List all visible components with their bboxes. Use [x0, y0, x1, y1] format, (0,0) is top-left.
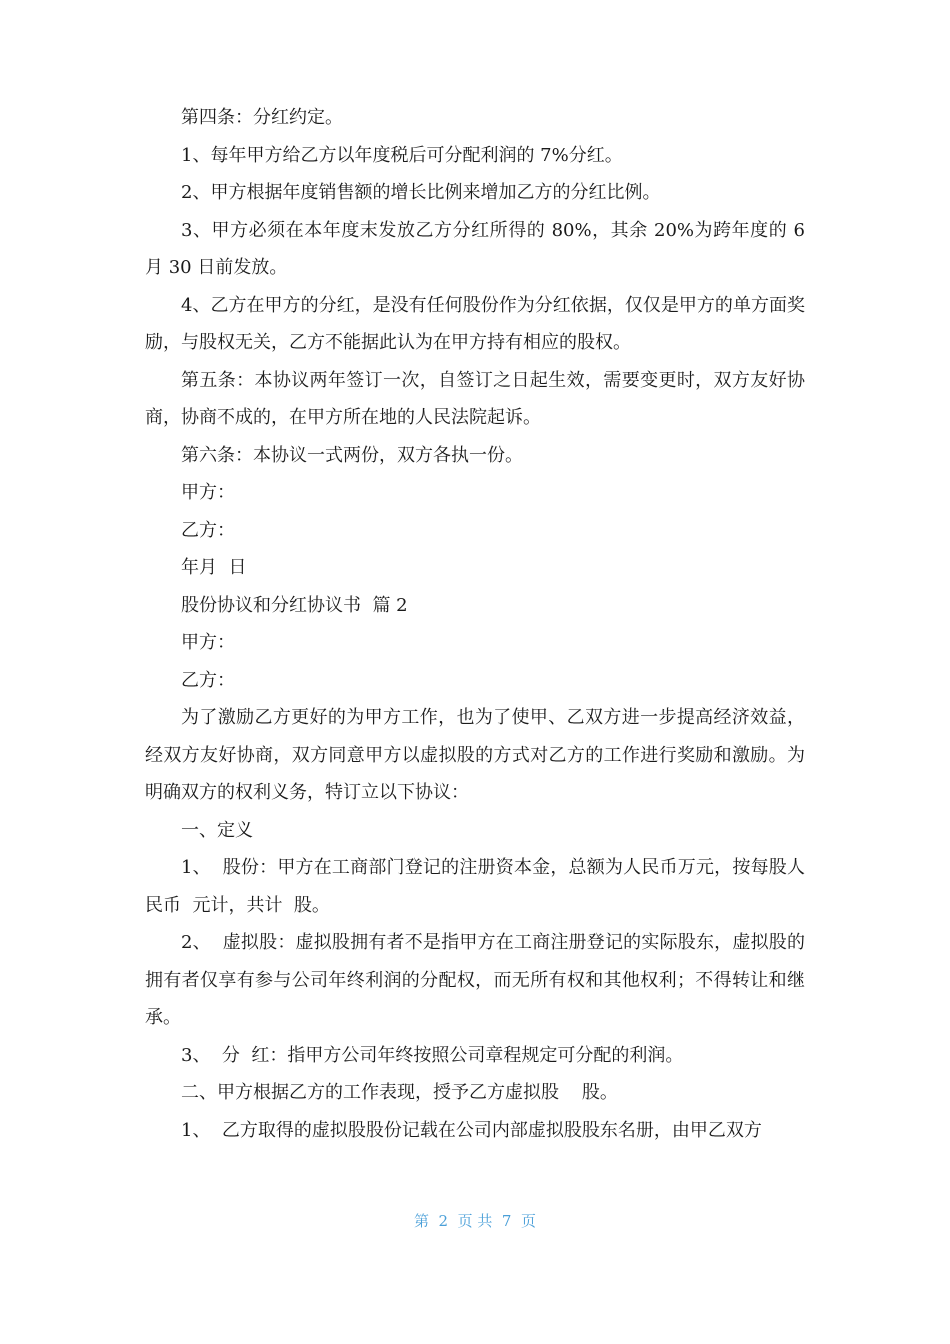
- paragraph-article-4-item-3: 3、甲方必须在本年度末发放乙方分红所得的 80%，其余 20%为跨年度的 6 月 30 日前发放。: [145, 219, 811, 278]
- party-a-label: 甲方：: [181, 632, 235, 653]
- paragraph-article-4-item-2: 2、甲方根据年度销售额的增长比例来增加乙方的分红比例。: [181, 182, 661, 203]
- section-title-part-2: 股份协议和分红协议书 篇 2: [181, 594, 408, 616]
- page-number-footer: 第 2 页 共 7 页: [414, 1212, 536, 1230]
- heading-grant: 二、甲方根据乙方的工作表现，授予乙方虚拟股 股。: [181, 1082, 618, 1103]
- signature-party-b: 乙方：: [181, 519, 235, 541]
- definition-dividend: 3、 分 红：指甲方公司年终按照公司章程规定可分配的利润。: [181, 1044, 684, 1066]
- paragraph-article-4-item-1: 1、每年甲方给乙方以年度税后可分配利润的 7%分红。: [181, 144, 623, 166]
- party-b-label: 乙方：: [181, 669, 235, 691]
- signature-party-a: 甲方：: [181, 482, 235, 503]
- paragraph-article-4-title: 第四条：分红约定。: [181, 107, 343, 128]
- paragraph-article-4-item-4: 4、乙方在甲方的分红，是没有任何股份作为分红依据，仅仅是甲方的单方面奖励，与股权无关，乙方不能据此认为在甲方持有相应的股权。: [145, 294, 805, 353]
- definition-virtual-shares: 2、 虚拟股：虚拟股拥有者不是指甲方在工商注册登记的实际股东，虚拟股的拥有者仅享有参与公司年终利润的分配权，而无所有权和其他权利；不得转让和继承。: [145, 932, 805, 1028]
- definition-shares: 1、 股份：甲方在工商部门登记的注册资本金，总额为人民币万元，按每股人民币 元计，共计 股。: [145, 857, 805, 916]
- heading-definitions: 一、定义: [181, 819, 253, 841]
- document-body: [145, 99, 811, 1149]
- paragraph-article-6: 第六条：本协议一式两份，双方各执一份。: [181, 444, 523, 466]
- grant-item-1: 1、 乙方取得的虚拟股股份记载在公司内部虚拟股股东名册，由甲乙双方: [181, 1119, 762, 1141]
- paragraph-preamble: 为了激励乙方更好的为甲方工作，也为了使甲、乙双方进一步提高经济效益，经双方友好协商，双方同意甲方以虚拟股的方式对乙方的工作进行奖励和激励。为明确双方的权利义务，特订立以下协议：: [145, 707, 805, 803]
- signature-date: 年月 日: [181, 557, 247, 578]
- paragraph-article-5: 第五条：本协议两年签订一次，自签订之日起生效，需要变更时，双方友好协商，协商不成的，在甲方所在地的人民法院起诉。: [145, 369, 805, 428]
